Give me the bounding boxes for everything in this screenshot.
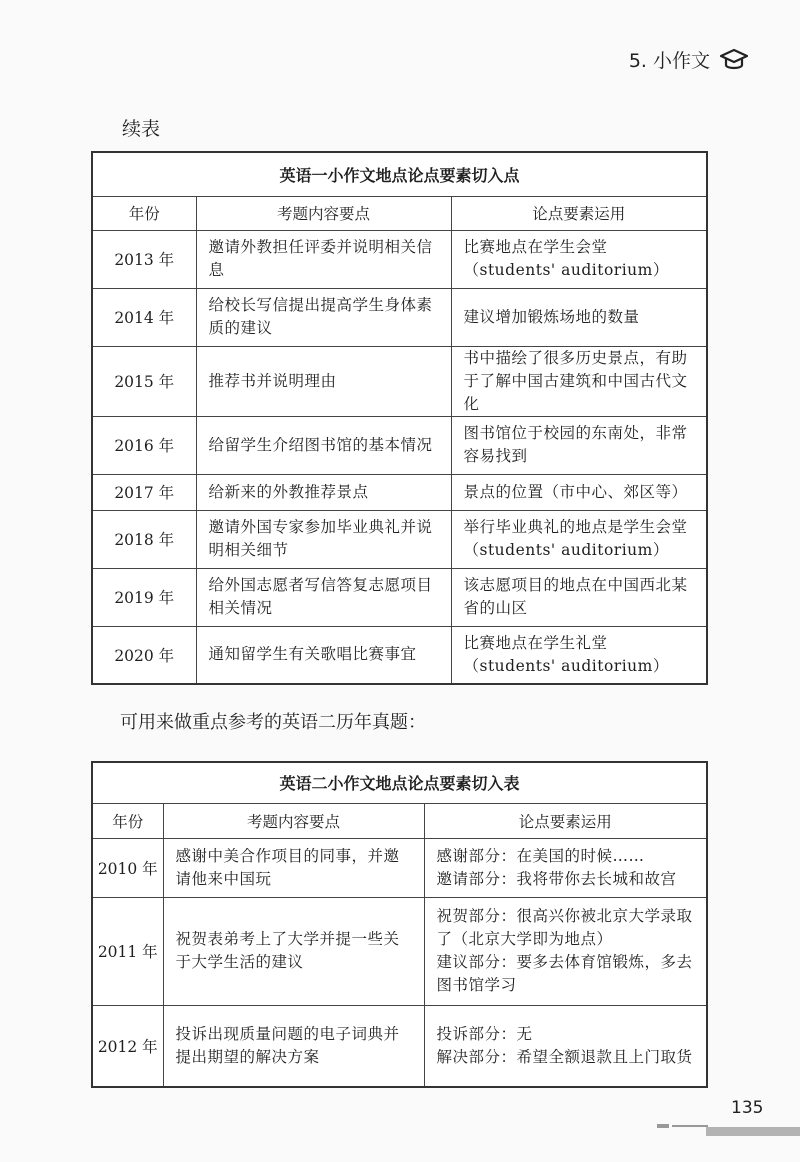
table-title: 英语二小作文地点论点要素切入表 <box>92 762 707 803</box>
row-year: 2010 年 <box>92 838 163 897</box>
table-row <box>92 416 707 474</box>
table-title: 英语一小作文地点论点要素切入点 <box>92 152 707 196</box>
row-year: 2018 年 <box>92 510 196 568</box>
row-usage: 举行毕业典礼的地点是学生会堂（students' auditorium） <box>451 510 707 568</box>
table-row <box>92 1005 707 1087</box>
row-year: 2017 年 <box>92 474 196 510</box>
intro-text: 可用来做重点参考的英语二历年真题： <box>120 712 426 733</box>
graduation-cap-icon <box>720 48 748 72</box>
row-usage <box>424 838 707 897</box>
row-year: 2013 年 <box>92 230 196 288</box>
usage-line: 建议部分：要多去体育馆锻炼，多去图书馆学习 <box>436 953 693 994</box>
column-header-content: 考题内容要点 <box>196 196 451 230</box>
table-row <box>92 510 707 568</box>
row-year: 2012 年 <box>92 1005 163 1087</box>
usage-line: 祝贺部分：很高兴你被北京大学录取了（北京大学即为地点） <box>436 907 693 948</box>
usage-line: 投诉部分：无 <box>436 1024 533 1043</box>
column-header-year: 年份 <box>92 196 196 230</box>
column-header-usage: 论点要素运用 <box>451 196 707 230</box>
table-row <box>92 838 707 897</box>
row-content: 推荐书并说明理由 <box>196 346 451 416</box>
row-content: 通知留学生有关歌唱比赛事宜 <box>196 626 451 684</box>
column-header-content: 考题内容要点 <box>163 803 424 838</box>
row-content: 给校长写信提出提高学生身体素质的建议 <box>196 288 451 346</box>
table-row <box>92 897 707 1005</box>
row-usage: 建议增加锻炼场地的数量 <box>451 288 707 346</box>
row-year: 2019 年 <box>92 568 196 626</box>
continued-label: 续表 <box>122 118 161 140</box>
table-row <box>92 346 707 416</box>
row-content: 给新来的外教推荐景点 <box>196 474 451 510</box>
row-year: 2014 年 <box>92 288 196 346</box>
row-content: 给外国志愿者写信答复志愿项目相关情况 <box>196 568 451 626</box>
row-year: 2011 年 <box>92 897 163 1005</box>
usage-line: 感谢部分：在美国的时候…… <box>436 846 645 865</box>
row-year: 2020 年 <box>92 626 196 684</box>
row-year: 2015 年 <box>92 346 196 416</box>
row-content: 邀请外国专家参加毕业典礼并说明相关细节 <box>196 510 451 568</box>
row-usage: 比赛地点在学生礼堂（students' auditorium） <box>451 626 707 684</box>
table-english-one <box>91 151 708 685</box>
row-usage: 书中描绘了很多历史景点，有助于了解中国古建筑和中国古代文化 <box>451 346 707 416</box>
row-usage: 比赛地点在学生会堂（students' auditorium） <box>451 230 707 288</box>
table-english-two <box>91 761 708 1088</box>
page-number: 135 <box>731 1098 764 1118</box>
row-content: 邀请外教担任评委并说明相关信息 <box>196 230 451 288</box>
row-content: 感谢中美合作项目的同事，并邀请他来中国玩 <box>163 838 424 897</box>
footer-decoration <box>706 1127 800 1136</box>
usage-line: 邀请部分：我将带你去长城和故宫 <box>436 869 677 888</box>
table-row <box>92 288 707 346</box>
usage-line: 解决部分：希望全额退款且上门取货 <box>436 1047 693 1066</box>
row-content: 给留学生介绍图书馆的基本情况 <box>196 416 451 474</box>
footer-decoration <box>672 1125 708 1127</box>
column-header-usage: 论点要素运用 <box>424 803 707 838</box>
row-content: 祝贺表弟考上了大学并提一些关于大学生活的建议 <box>163 897 424 1005</box>
chapter-title: 5. 小作文 <box>628 50 710 72</box>
table-row <box>92 474 707 510</box>
row-usage: 景点的位置（市中心、郊区等） <box>451 474 707 510</box>
row-year: 2016 年 <box>92 416 196 474</box>
row-content: 投诉出现质量问题的电子词典并提出期望的解决方案 <box>163 1005 424 1087</box>
column-header-year: 年份 <box>92 803 163 838</box>
chapter-header <box>629 46 748 73</box>
table-row <box>92 626 707 684</box>
table-row <box>92 230 707 288</box>
table-row <box>92 568 707 626</box>
footer-decoration <box>657 1124 669 1128</box>
row-usage <box>424 897 707 1005</box>
row-usage: 图书馆位于校园的东南处，非常容易找到 <box>451 416 707 474</box>
row-usage <box>424 1005 707 1087</box>
row-usage: 该志愿项目的地点在中国西北某省的山区 <box>451 568 707 626</box>
